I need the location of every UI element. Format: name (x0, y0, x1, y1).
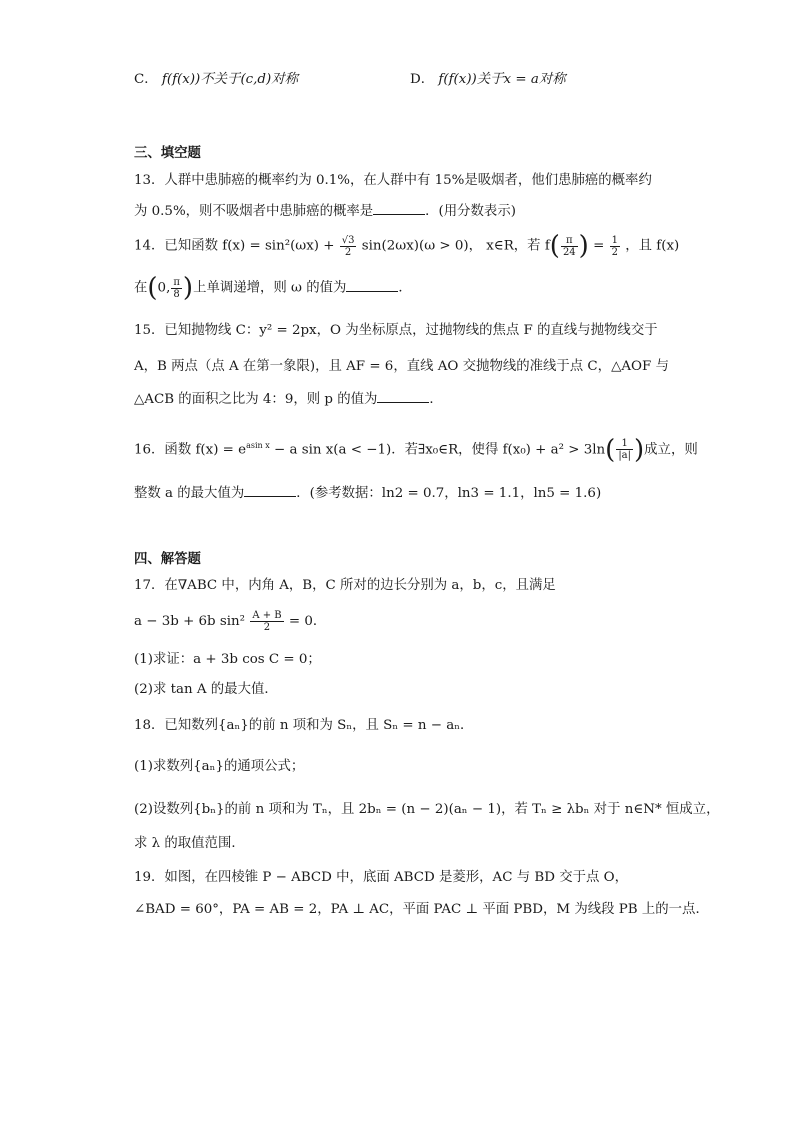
question-18-part-1: (1)求数列{aₙ}的通项公式； (134, 759, 305, 774)
question-15-line-2: A，B 两点（点 A 在第一象限)，且 AF = 6，直线 AO 交抛物线的准线于点 C，△AOF 与 (134, 359, 669, 374)
question-18-part-2-line-2: 求 λ 的取值范围． (134, 836, 245, 851)
pi-over-24: $\frac{\pi}{24}$ (562, 234, 576, 258)
sqrt3-over-2: $\frac{√3}{2}$ (341, 234, 355, 258)
option-d (410, 71, 566, 89)
question-14-line-1: 14．已知函数 f(x) = sin²(ωx) + $\frac{√3}{2}$ sin(2ωx)(ω > 0)， x∈R，若 f( $\frac{\pi}{24}$ ) = $\frac{1}{2}$ ，且 f(x) (134, 231, 680, 261)
option-d-text: f(f(x))关于x = a对称 (438, 72, 566, 87)
answer-blank (244, 484, 296, 497)
question-16-line-2: 整数 a 的最大值为 ．(参考数据：ln2 = 0.7，ln3 = 1.1，ln5 = 1.6) (134, 486, 602, 501)
question-13-line-1: 13．人群中患肺癌的概率约为 0.1%，在人群中有 15%是吸烟者，他们患肺癌的概率约 (134, 173, 652, 188)
question-19-line-2: ∠BAD = 60°，PA = AB = 2，PA ⊥ AC，平面 PAC ⊥ 平面 PBD，M 为线段 PB 上的一点． (134, 902, 709, 917)
question-17-equation: a − 3b + 6b sin² $\frac{A + B}{2}$ = 0． (134, 610, 327, 633)
question-15-line-1: 15．已知抛物线 C：y² = 2px，O 为坐标原点，过抛物线的焦点 F 的直线与抛物线交于 (134, 323, 658, 338)
section-title-fill-in: 三、填空题 (134, 146, 201, 161)
question-17-line-1: 17．在∇ABC 中，内角 A，B，C 所对的边长分别为 a，b，c，且满足 (134, 578, 556, 593)
question-18-part-2: (2)设数列{bₙ}的前 n 项和为 Tₙ，且 2bₙ = (n − 2)(aₙ − 1)，若 Tₙ ≥ λbₙ 对于 n∈N* 恒成立， (134, 802, 720, 817)
question-17-part-2: (2)求 tan A 的最大值． (134, 682, 278, 697)
question-17-part-1: (1)求证：a + 3b cos C = 0； (134, 652, 321, 667)
question-19-line-1: 19．如图，在四棱锥 P − ABCD 中，底面 ABCD 是菱形，AC 与 BD 交于点 O， (134, 870, 628, 885)
question-13-line-2: 为 0.5%，则不吸烟者中患肺癌的概率是 ．(用分数表示) (134, 204, 516, 219)
question-18-line-1: 18．已知数列{aₙ}的前 n 项和为 Sₙ，且 Sₙ = n − aₙ． (134, 718, 474, 733)
option-d-label: D． (410, 72, 435, 87)
question-16-line-1: 16．函数 $f(x) = e^{asin x} - a$ sin x(a < −1)．若∃x₀∈R，使得 f(x₀) + a² > 3ln( $\frac{1}{|a|}$ )成立，则 (134, 434, 698, 465)
question-15-line-3: △ACB 的面积之比为 4：9，则 p 的值为 ． (134, 392, 443, 407)
option-c-text: f(f(x))不关于(c,d)对称 (161, 72, 298, 87)
one-half: $\frac{1}{2}$ (611, 234, 618, 258)
pi-over-8: $\frac{\pi}{8}$ (173, 276, 180, 300)
a-plus-b-over-2: $\frac{A + B}{2}$ (252, 610, 282, 633)
question-14-line-2: 在(0, $\frac{\pi}{8}$ )上单调递增，则 ω 的值为 ． (134, 273, 412, 303)
one-over-abs-a: $\frac{1}{|a|}$ (618, 438, 632, 462)
option-c-label: C． (134, 72, 158, 87)
answer-blank (377, 390, 429, 403)
answer-blank (373, 202, 425, 215)
answer-blank (346, 279, 398, 292)
option-c (134, 71, 298, 89)
section-title-answer: 四、解答题 (134, 552, 201, 567)
